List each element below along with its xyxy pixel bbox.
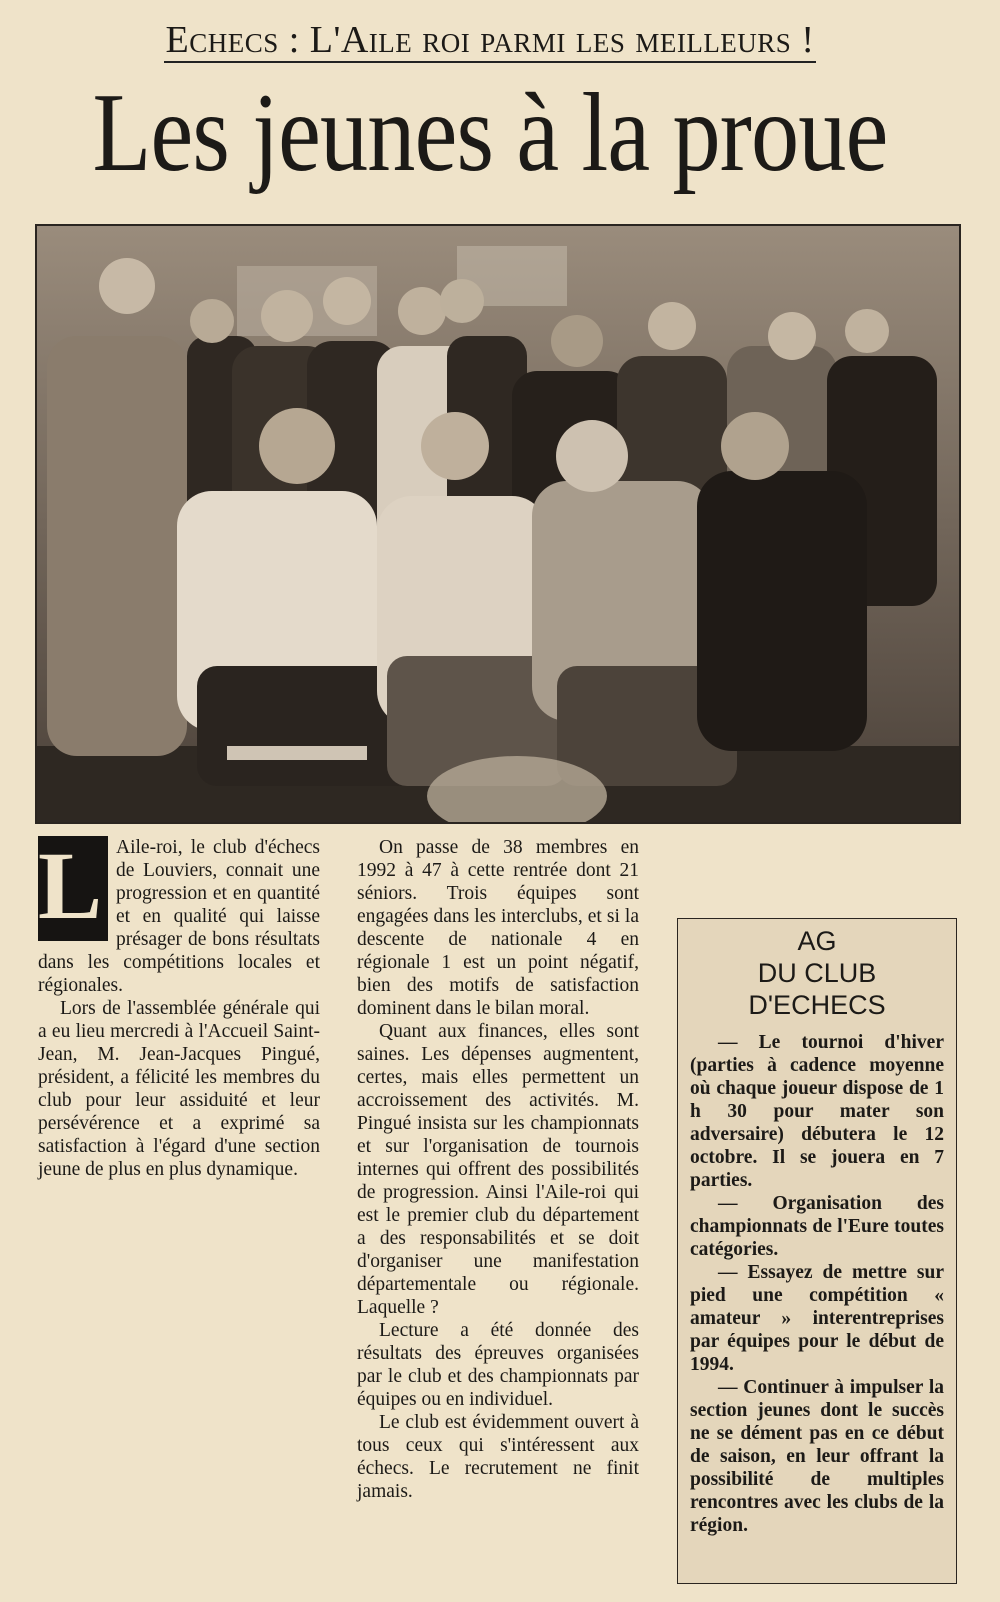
sidebar-title-line: AG [797, 926, 837, 956]
sidebar-title-line: D'ECHECS [748, 990, 886, 1020]
kicker-text: Echecs : L'Aile roi parmi les meilleurs ! [165, 19, 815, 61]
paragraph: Le club est évidemment ouvert à tous ceux qui s'intéressent aux échecs. Le recrutement ne finit jamais. [357, 1412, 639, 1502]
article-column-2 [357, 836, 639, 1503]
sidebar-title [690, 925, 944, 1021]
group-photo-illustration [37, 226, 959, 822]
paragraph: Aile-roi, le club d'échecs de Louviers, connait une progression et en quantité et en qualité qui laisse présager de bons résultats dans les compétitions locales et régionales. [38, 837, 320, 996]
article-column-1 [38, 832, 320, 1181]
paragraph: Lecture a été donnée des résultats des épreuves organisées par le club et des championnats par équipes ou en individuel. [357, 1320, 639, 1410]
sidebar-item: — Organisation des championnats de l'Eure toutes catégories. [690, 1193, 944, 1260]
paragraph: Lors de l'assemblée générale qui a eu lieu mercredi à l'Accueil Saint-Jean, M. Jean-Jacques Pingué, président, a félicité les membres du club pour leur assiduité et leur persévérence et a exprimé sa satisfaction à l'égard d'une section jeune de plus en plus dynamique. [38, 998, 320, 1180]
paragraph: Quant aux finances, elles sont saines. Les dépenses augmentent, certes, mais elles permettent un accroissement des activités. M. Pingué insista sur les championnats et sur l'organisation de tournois internes qui offrent des possibilités de progression. Ainsi l'Aile-roi qui est le premier club du département a des responsabilités et se doit d'organiser une manifestation départementale ou régionale. Laquelle ? [357, 1021, 639, 1318]
sidebar-item: — Continuer à impulser la section jeunes dont le succès ne se dément pas en ce début de saison, en leur offrant la possibilité de multiples rencontres avec les clubs de la région. [690, 1377, 944, 1536]
sidebar-title-line: DU CLUB [757, 958, 877, 988]
dropcap: L' [38, 832, 129, 939]
sidebar-item: — Le tournoi d'hiver (parties à cadence moyenne où chaque joueur dispose de 1 h 30 pour mater son adversaire) débutera le 12 octobre. Il se jouera en 7 parties. [690, 1032, 944, 1191]
sidebar-box [677, 918, 957, 1584]
paragraph: On passe de 38 membres en 1992 à 47 à cette rentrée dont 21 séniors. Trois équipes sont engagées dans les interclubs, et si la descente de nationale 4 en régionale 1 est un point négatif, bien des motifs de satisfaction dominent dans le bilan moral. [357, 837, 639, 1019]
article-kicker [0, 18, 980, 62]
sidebar-item: — Essayez de mettre sur pied une compétition « amateur » interentreprises par équipes pour le début de 1994. [690, 1262, 944, 1375]
group-photo [35, 224, 961, 824]
article-headline: Les jeunes à la proue [92, 71, 888, 195]
